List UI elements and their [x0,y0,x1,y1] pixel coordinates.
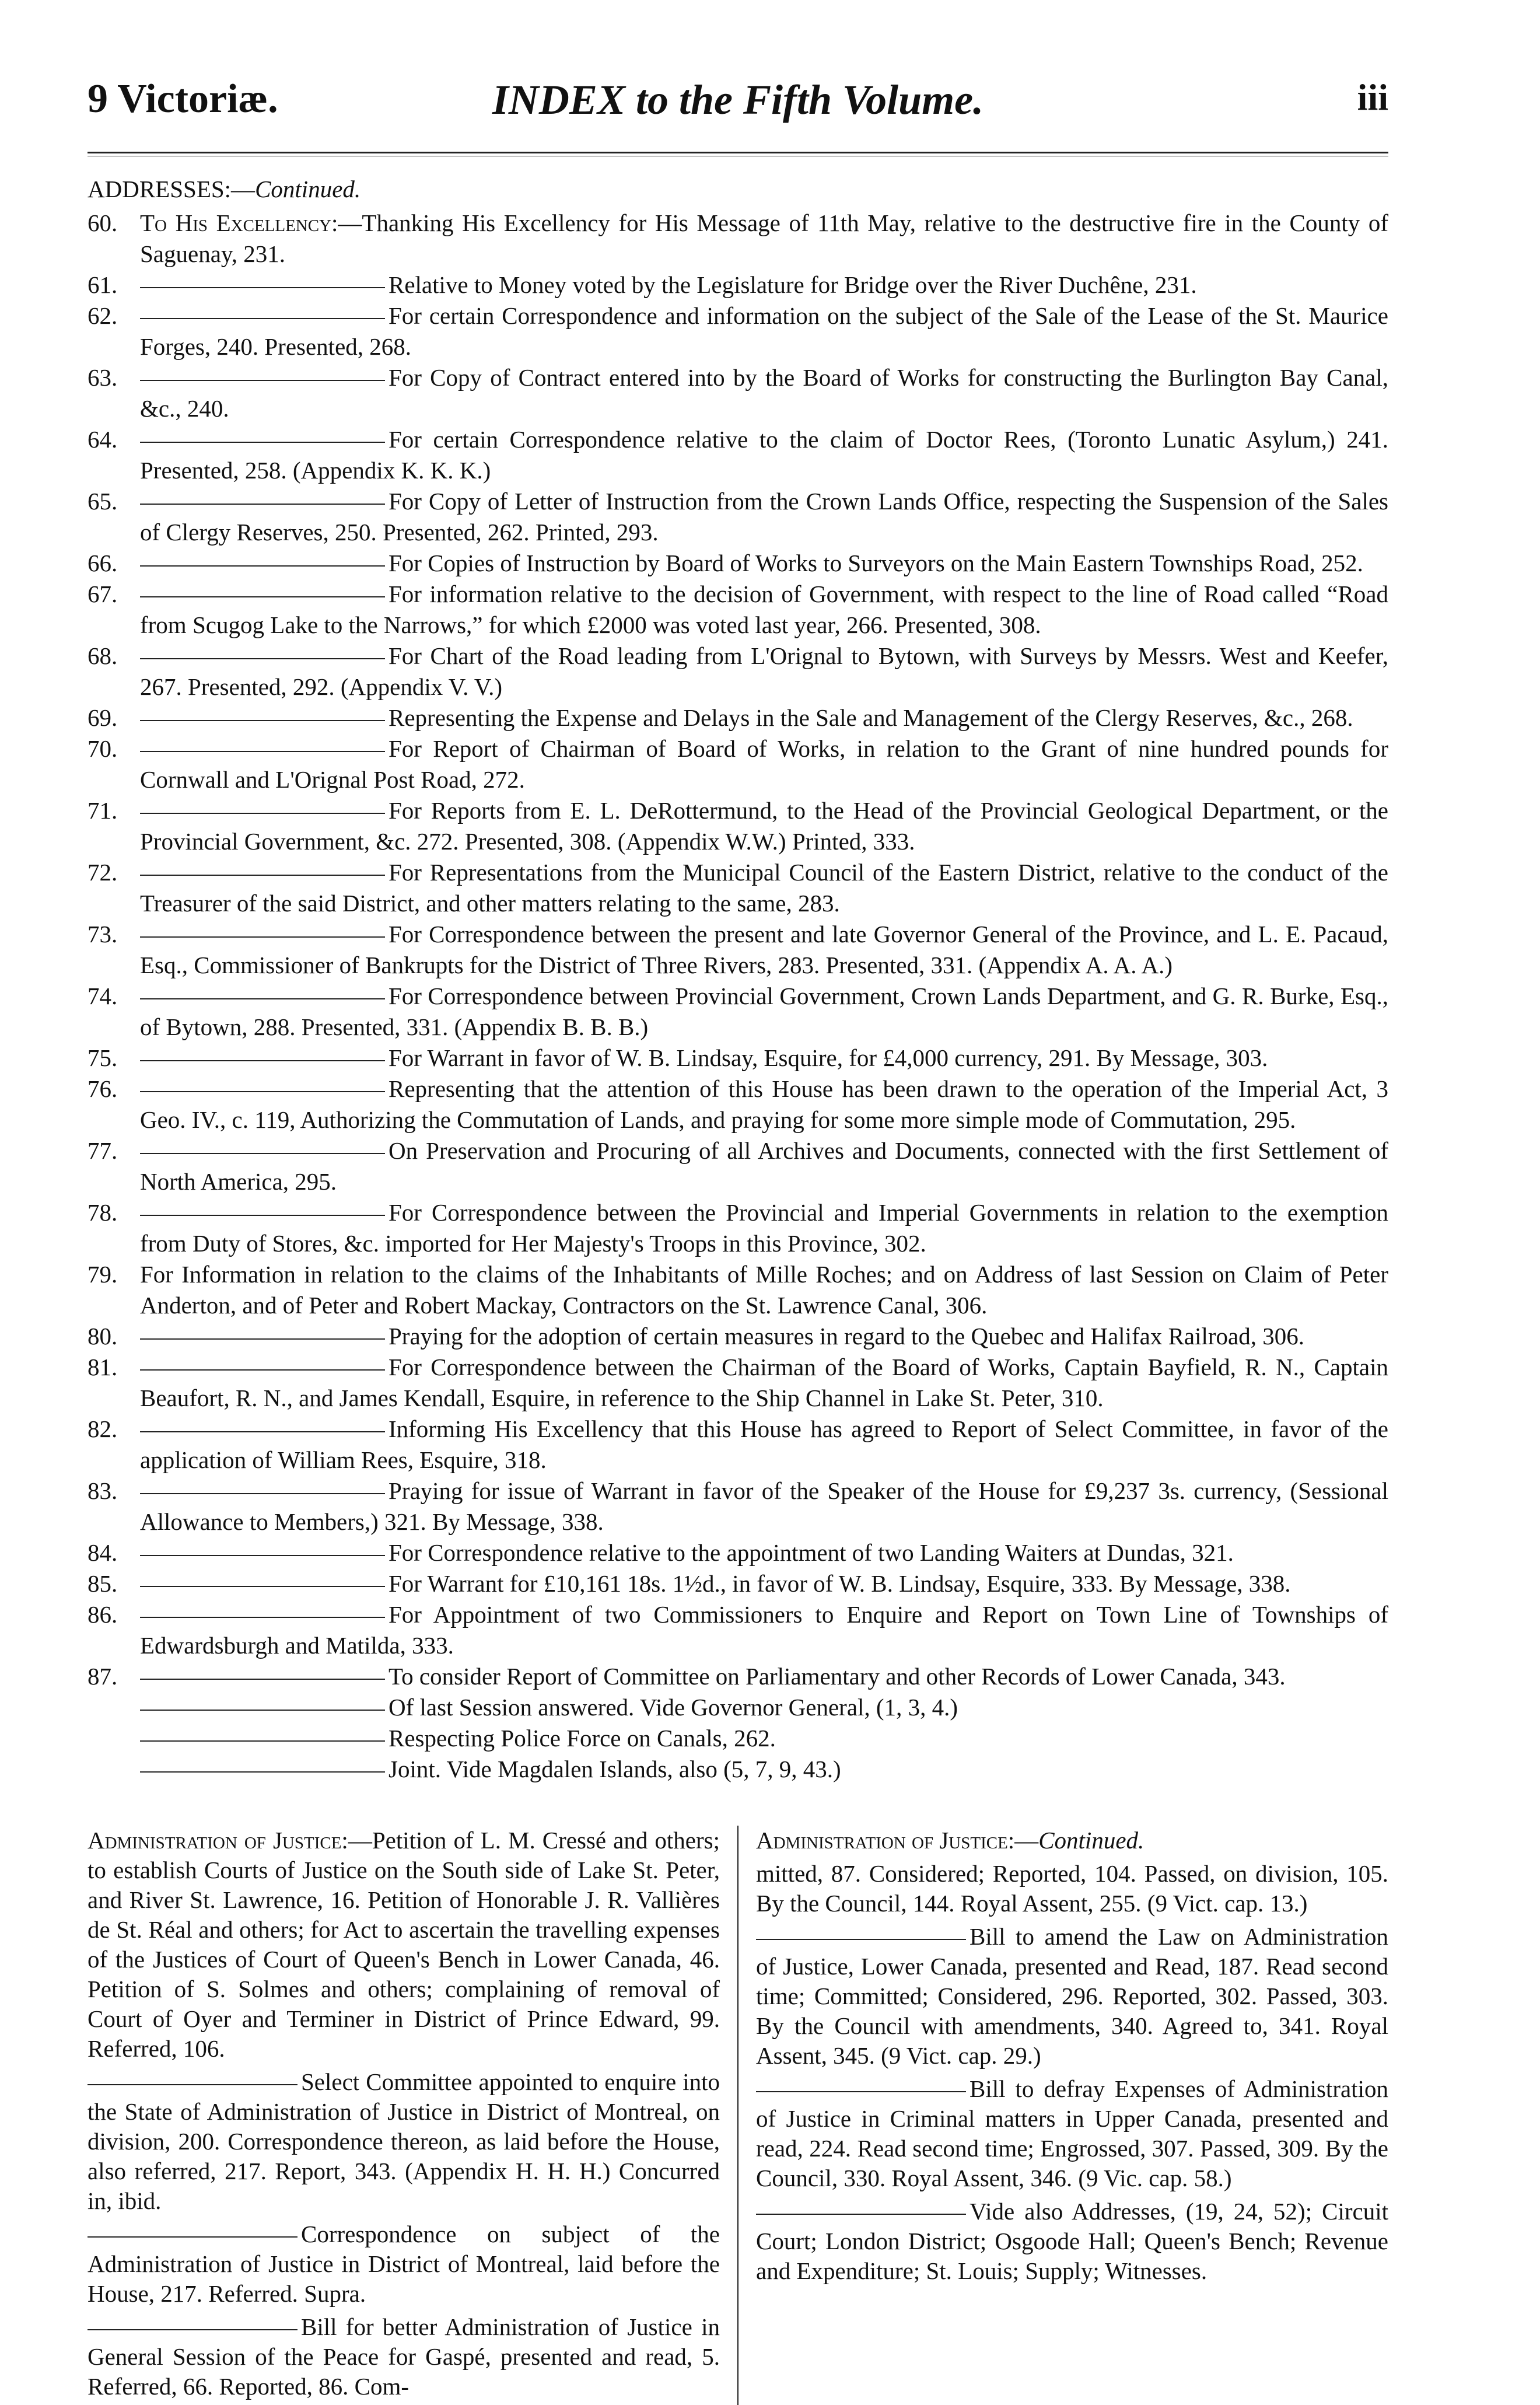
right-col-heading: Administration of Justice:— [756,1827,1039,1854]
right-col-para [756,2074,1388,2193]
page-header [88,76,1388,140]
dash-rule [140,287,385,288]
entry-body: Relative to Money voted by the Legislature for Bridge over the River Duchêne, 231. [388,271,1197,298]
dash-rule [140,1091,385,1092]
right-col-para [756,1859,1388,1918]
entry-body: Praying for issue of Warrant in favor of the Speaker of the House for £9,237 3s. currency, (Sessional Allowance to Members,) 321. By Message, 338. [140,1477,1388,1535]
entry-number: 71. [88,797,118,824]
index-entry [88,1043,1388,1074]
index-entry [88,1074,1388,1135]
entry-text [140,1197,1388,1259]
header-title: INDEX to the Fifth Volume. [492,76,984,123]
entry-number: 65. [88,488,118,515]
index-entry [88,300,1388,362]
right-col-continued: Continued. [1038,1827,1144,1854]
entry-body: For certain Correspondence relative to the claim of Doctor Rees, (Toronto Lunatic Asylum,) 241. Presented, 258. (Appendix K. K. K.) [140,426,1388,484]
right-col-para [756,2197,1388,2286]
entry-number: 79. [88,1261,118,1288]
index-entry [88,424,1388,486]
entry-text [140,1321,1388,1352]
header-page-number: iii [1357,76,1388,118]
section-heading [88,175,1388,203]
entry-text [140,424,1388,486]
header-rule [88,152,1388,156]
entry-text [140,1568,1388,1599]
index-entry [88,270,1388,300]
entry-body: For Correspondence relative to the appointment of two Landing Waiters at Dundas, 321. [388,1539,1234,1566]
entry-body: For Correspondence between the Chairman of the Board of Works, Captain Bayfield, R. N., Captain Beaufort, R. N., and James Kendall, Esquire, in reference to the Ship Channel in Lake St. Peter, 310. [140,1354,1388,1411]
header-regnal-year: 9 Victoriæ. [88,76,278,121]
entry-number: 75. [88,1044,118,1071]
dash-rule [140,751,385,752]
entry-body: Representing the Expense and Delays in the Sale and Management of the Clergy Reserves, &c., 268. [388,704,1353,731]
index-entry [88,733,1388,795]
index-entry [88,579,1388,641]
index-entry [88,548,1388,579]
entry-number: 76. [88,1075,118,1102]
entry-body: Representing that the attention of this House has been drawn to the operation of the Imperial Act, 3 Geo. IV., c. 119, Authorizing the Commutation of Lands, and praying for some more simple mode of Commutation, 295. [140,1075,1388,1133]
entry-body: For information relative to the decision of Government, with respect to the line of Road called “Road from Scugog Lake to the Narrows,” for which £2000 was voted last year, 266. Presented, 308. [140,581,1388,638]
entry-body: For Chart of the Road leading from L'Orignal to Bytown, with Surveys by Messrs. West and Keefer, 267. Presented, 292. (Appendix V. V.) [140,642,1388,700]
entry-number: 74. [88,983,118,1009]
dash-rule [756,1939,966,1940]
entry-text [140,1537,1388,1568]
index-sub-entry [88,1692,1388,1723]
entry-text [140,1476,1388,1537]
entry-body: For Report of Chairman of Board of Works, in relation to the Grant of nine hundred pounds for Cornwall and L'Orignal Post Road, 272. [140,735,1388,793]
dash-rule [140,1771,385,1773]
entry-body: Informing His Excellency that this House has agreed to Report of Select Committee, in favor of the application of William Rees, Esquire, 318. [140,1415,1388,1473]
dash-rule [140,1493,385,1494]
dash-rule [88,2236,298,2238]
index-entry [88,1135,1388,1197]
left-col-para-text: Correspondence on subject of the Administration of Justice in District of Montreal, laid before the House, 217. Referred. Supra. [88,2221,720,2307]
entry-text [140,1352,1388,1414]
index-entry [88,795,1388,857]
entry-number: 82. [88,1415,118,1442]
entry-number: 77. [88,1137,118,1164]
dash-rule [140,1710,385,1711]
entry-text [140,1661,1388,1692]
dash-rule [140,318,385,319]
dash-rule [140,1586,385,1587]
entry-text [140,795,1388,857]
entry-number: 63. [88,364,118,391]
entry-text [140,1599,1388,1661]
entry-number: 72. [88,859,118,886]
dash-rule [140,936,385,938]
entry-body: For Copy of Letter of Instruction from the Crown Lands Office, respecting the Suspension of the Sales of Clergy Reserves, 250. Presented, 262. Printed, 293. [140,488,1388,546]
index-entry [88,919,1388,981]
entry-body: For Information in relation to the claims of the Inhabitants of Mille Roches; and on Address of last Session on Claim of Peter Anderton, and of Peter and Robert Mackay, Contractors on the St. Lawrence Canal, 306. [140,1261,1388,1319]
entry-number: 80. [88,1323,118,1350]
dash-rule [140,1740,385,1742]
right-col-para-text: Bill to defray Expenses of Administration of Justice in Criminal matters in Upper Canada, presented and read, 224. Read second time; Engrossed, 307. Passed, 309. By the Council, 330. Royal Assent, 346. (9 Vic. cap. 58.) [756,2075,1388,2191]
entry-body: For Reports from E. L. DeRottermund, to the Head of the Provincial Geological Department, or the Provincial Government, &c. 272. Presented, 308. (Appendix W.W.) Printed, 333. [140,797,1388,855]
entry-text [140,1259,1388,1321]
entry-text [140,1074,1388,1135]
dash-rule [140,380,385,381]
index-entry [88,1599,1388,1661]
sub-entry-text: Of last Session answered. Vide Governor General, (1, 3, 4.) [388,1694,958,1721]
right-column [756,1826,1388,2405]
dash-rule [140,1617,385,1618]
entry-body: For Copies of Instruction by Board of Works to Surveyors on the Main Eastern Townships Road, 252. [388,550,1363,576]
entry-number: 67. [88,581,118,607]
index-entry [88,208,1388,270]
index-entry [88,641,1388,702]
left-col-para-text: Bill for better Administration of Justice in General Session of the Peace for Gaspé, presented and read, 5. Referred, 66. Reported, 86. Com- [88,2313,720,2400]
entry-text [140,702,1388,733]
entry-number: 83. [88,1477,118,1504]
index-entry [88,1197,1388,1259]
index-sub-entry [88,1754,1388,1785]
entry-text [140,486,1388,548]
dash-rule [140,565,385,567]
index-entry [88,1259,1388,1321]
index-entry [88,1661,1388,1692]
left-col-para [88,2312,720,2401]
dash-rule [140,442,385,443]
address-sub-entries [88,1692,1388,1785]
entry-number: 73. [88,921,118,948]
entry-body: For Correspondence between the present and late Governor General of the Province, and L. E. Pacaud, Esq., Commissioner of Bankrupts for the District of Three Rivers, 283. Presented, 331. (Appendix A. A. A.) [140,921,1388,978]
entry-number: 85. [88,1570,118,1597]
section-continued: Continued. [255,176,361,202]
index-entry [88,1352,1388,1414]
entry-number: 62. [88,302,118,329]
entry-number: 78. [88,1199,118,1226]
sub-entry-text: Respecting Police Force on Canals, 262. [388,1725,776,1752]
dash-rule [140,1338,385,1340]
two-column-section [88,1826,1388,2405]
dash-rule [140,875,385,876]
index-entry [88,1568,1388,1599]
right-col-para-text: Vide also Addresses, (19, 24, 52); Circuit Court; London District; Osgoode Hall; Queen's Bench; Revenue and Expenditure; St. Louis; Supply; Witnesses. [756,2198,1388,2284]
entry-body: For certain Correspondence and information on the subject of the Sale of the Lease of the St. Maurice Forges, 240. Presented, 268. [140,302,1388,360]
entry-body: To consider Report of Committee on Parliamentary and other Records of Lower Canada, 343. [388,1663,1286,1690]
index-entry [88,702,1388,733]
entry-number: 84. [88,1539,118,1566]
index-entry [88,1476,1388,1537]
index-entry [88,362,1388,424]
address-entries [88,208,1388,1692]
sub-entry-text: Joint. Vide Magdalen Islands, also (5, 7, 9, 43.) [388,1756,841,1782]
right-col-para-text: Bill to amend the Law on Administration of Justice, Lower Canada, presented and Read, 187. Read second time; Committed; Considered, 296. Reported, 302. Passed, 303. By the Council with amendments, 340. Agreed to, 341. Royal Assent, 345. (9 Vict. cap. 29.) [756,1923,1388,2069]
dash-rule [140,1431,385,1432]
index-sub-entry [88,1723,1388,1754]
right-col-para-text: mitted, 87. Considered; Reported, 104. Passed, on division, 105. By the Council, 144. Royal Assent, 255. (9 Vict. cap. 13.) [756,1860,1388,1917]
dash-rule [140,1369,385,1371]
dash-rule [140,1215,385,1216]
entry-number: 60. [88,209,118,236]
entry-text [140,300,1388,362]
entry-body: For Warrant for £10,161 18s. 1½d., in favor of W. B. Lindsay, Esquire, 333. By Message, 338. [388,1570,1291,1597]
dash-rule [140,1060,385,1061]
dash-rule [140,1555,385,1556]
left-col-para [88,2219,720,2309]
entry-text [140,208,1388,270]
entry-body: —Thanking His Excellency for His Message of 11th May, relative to the destructive fire in the County of Saguenay, 231. [140,209,1388,267]
entry-number: 69. [88,704,118,731]
index-entry [88,1414,1388,1476]
left-col-para [88,1826,720,2064]
index-entry [88,486,1388,548]
dash-rule [140,1679,385,1680]
entry-lead: To His Excellency: [140,209,338,236]
column-divider [737,1826,738,2405]
entry-text [140,641,1388,702]
entry-body: Praying for the adoption of certain measures in regard to the Quebec and Halifax Railroad, 306. [388,1323,1304,1350]
entry-number: 61. [88,271,118,298]
entry-text [140,579,1388,641]
dash-rule [140,813,385,814]
dash-rule [88,2084,298,2085]
index-entry [88,1321,1388,1352]
index-page [88,76,1388,2405]
entry-text [140,548,1388,579]
left-col-para-text: —Petition of L. M. Cressé and others; to establish Courts of Justice on the South side of Lake St. Peter, and River St. Lawrence, 16. Petition of Honorable J. R. Vallières de St. Réal and others; for Act to ascertain the travelling expenses of the Justices of Court of Queen's Bench in Lower Canada, 46. Petition of S. Solmes and others; complaining of removal of Court of Oyer and Terminer in District of Prince Edward, 99. Referred, 106. [88,1827,720,2062]
dash-rule [140,596,385,597]
right-col-heading-line [756,1826,1388,1855]
entry-body: For Warrant in favor of W. B. Lindsay, Esquire, for £4,000 currency, 291. By Message, 303. [388,1044,1268,1071]
left-column [88,1826,720,2405]
dash-rule [140,1153,385,1154]
entry-body: For Appointment of two Commissioners to Enquire and Report on Town Line of Townships of Edwardsburgh and Matilda, 333. [140,1601,1388,1659]
entry-number: 70. [88,735,118,762]
entry-text [140,733,1388,795]
entry-number: 64. [88,426,118,453]
dash-rule [756,2214,966,2215]
section-title: ADDRESSES:— [88,176,256,202]
entry-body: For Copy of Contract entered into by the Board of Works for constructing the Burlington Bay Canal, &c., 240. [140,364,1388,422]
entry-text [140,981,1388,1043]
dash-rule [140,504,385,505]
dash-rule [140,998,385,999]
entry-text [140,857,1388,919]
entry-text [140,1414,1388,1476]
dash-rule [756,2091,966,2092]
left-col-para [88,2067,720,2216]
entry-text [140,362,1388,424]
entry-text [140,270,1388,300]
entry-text [140,919,1388,981]
entry-body: For Correspondence between Provincial Government, Crown Lands Department, and G. R. Burke, Esq., of Bytown, 288. Presented, 331. (Appendix B. B. B.) [140,983,1388,1040]
entry-text [140,1135,1388,1197]
entry-number: 68. [88,642,118,669]
entry-number: 66. [88,550,118,576]
right-col-para [756,1922,1388,2071]
left-col-para-text: Select Committee appointed to enquire into the State of Administration of Justice in District of Montreal, on division, 200. Correspondence thereon, as laid before the House, also referred, 217. Report, 343. (Appendix H. H. H.) Concurred in, ibid. [88,2068,720,2214]
index-entry [88,857,1388,919]
index-entry [88,1537,1388,1568]
entry-body: On Preservation and Procuring of all Archives and Documents, connected with the first Settlement of North America, 295. [140,1137,1388,1195]
dash-rule [140,658,385,659]
dash-rule [140,720,385,721]
entry-number: 87. [88,1663,118,1690]
index-entry [88,981,1388,1043]
left-col-heading: Administration of Justice: [88,1827,348,1854]
entry-number: 81. [88,1354,118,1380]
entry-body: For Correspondence between the Provincial and Imperial Governments in relation to the exemption from Duty of Stores, &c. imported for Her Majesty's Troops in this Province, 302. [140,1199,1388,1257]
entry-body: For Representations from the Municipal Council of the Eastern District, relative to the conduct of the Treasurer of the said District, and other matters relating to the same, 283. [140,859,1388,917]
entry-text [140,1043,1388,1074]
entry-number: 86. [88,1601,118,1628]
dash-rule [88,2329,298,2330]
